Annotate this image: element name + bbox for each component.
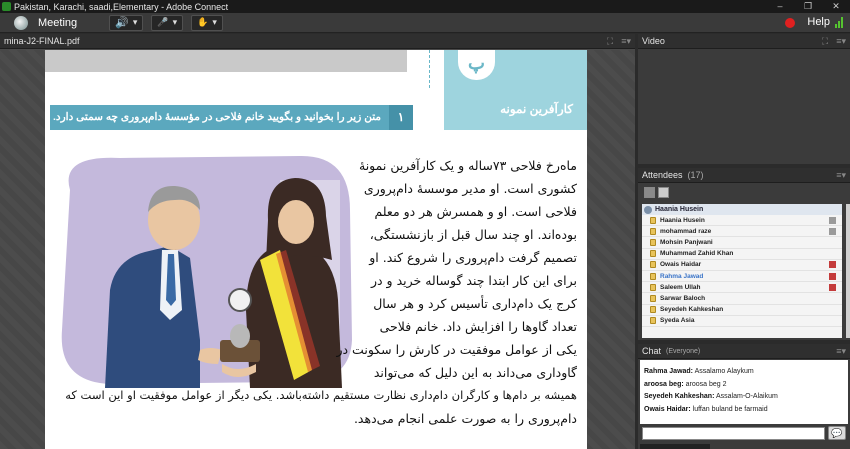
raised-hand-icon xyxy=(829,284,836,291)
attendee-name: Haania Husein xyxy=(660,216,705,224)
chat-title: Chat xyxy=(642,346,662,356)
meeting-menu[interactable]: Meeting xyxy=(38,16,78,29)
exercise-banner xyxy=(50,105,413,130)
body-text-line-1: ماه‌رخ فلاحی ۷۳ساله و یک کارآفرین نمونهٔ xyxy=(359,158,577,173)
participant-icon xyxy=(650,228,656,235)
pod-options-icon[interactable]: ≡▾ xyxy=(836,345,846,356)
speaker-icon: 🔊 xyxy=(115,17,129,29)
chat-messages xyxy=(640,360,848,424)
chat-sender: Rahma Jawad: xyxy=(644,368,694,375)
video-pod xyxy=(638,34,850,164)
presenter-lock-icon xyxy=(829,217,836,224)
close-button[interactable]: ✕ xyxy=(832,1,840,11)
attendee-scrollbar[interactable] xyxy=(846,204,850,338)
exercise-number: ۱ xyxy=(389,105,413,130)
list-item[interactable] xyxy=(642,226,842,237)
document-filename: mina-J2-FINAL.pdf xyxy=(4,36,80,46)
chat-text: aroosa beg 2 xyxy=(685,380,727,388)
send-message-button[interactable] xyxy=(828,426,846,440)
list-item[interactable] xyxy=(642,215,842,226)
pod-options-icon[interactable]: ≡▾ xyxy=(836,35,846,46)
body-text-line-10: گاوداری می‌داند به این دلیل که می‌تواند xyxy=(373,365,577,380)
microphone-button[interactable] xyxy=(151,15,183,31)
participant-icon xyxy=(650,273,656,280)
page-header-strip xyxy=(45,50,407,72)
restore-button[interactable]: ❐ xyxy=(803,1,813,11)
raise-hand-caret-icon[interactable]: ▾ xyxy=(212,17,217,27)
chat-sender: Owais Haidar: xyxy=(644,405,691,413)
status-view-icon[interactable] xyxy=(658,187,669,198)
lesson-badge-icon: پ xyxy=(458,50,495,80)
body-text-line-11: همیشه بر دام‌ها و کارگران دام‌داری نظارت مستقیم داشته‌باشد. یکی دیگر از عوامل موفقیت او این است که xyxy=(65,388,577,402)
pod-options-icon[interactable]: ≡▾ xyxy=(836,169,846,180)
attendee-name: Saleem Ullah xyxy=(660,283,701,291)
participant-icon xyxy=(650,284,656,291)
minimize-button[interactable]: – xyxy=(777,1,783,11)
participant-icon xyxy=(650,261,656,268)
window-title: Pakistan, Karachi, saadi,Elementary - Adobe Connect xyxy=(14,1,229,12)
body-text-line-8: تعداد گاوها را افزایش داد. خانم فلاحی xyxy=(379,319,577,334)
share-pod-header xyxy=(0,34,635,49)
list-item[interactable] xyxy=(642,260,842,271)
connection-signal-icon xyxy=(835,17,845,28)
chat-message xyxy=(644,379,844,392)
video-pod-title: Video xyxy=(642,36,665,46)
attendee-count: (17) xyxy=(687,170,704,180)
body-text-line-3: فلاحی است. او و همسرش هر دو معلم xyxy=(374,204,577,219)
host-name: Haania Husein xyxy=(655,206,704,213)
attendee-name: mohammad raze xyxy=(660,227,712,235)
pod-options-icon[interactable]: ≡▾ xyxy=(621,35,631,46)
participant-icon xyxy=(650,306,656,313)
speaker-caret-icon[interactable]: ▾ xyxy=(132,17,138,27)
body-text-line-7: کرج یک دام‌داری تأسیس کرد و هر سال xyxy=(373,296,577,311)
speech-bubble-icon: 💬 xyxy=(831,428,843,438)
attendee-name: Syeda Asia xyxy=(660,317,695,325)
document-page xyxy=(45,50,587,449)
chat-message xyxy=(644,366,844,379)
attendee-name: Mohsin Panjwani xyxy=(660,238,713,246)
menu-bar xyxy=(0,13,850,33)
body-text-line-12: دام‌پروری را به صورت علمی انجام می‌دهد. xyxy=(353,411,577,426)
attendee-name: Seyedeh Kahkeshan xyxy=(660,306,724,314)
list-item[interactable] xyxy=(642,316,842,327)
chat-scope: (Everyone) xyxy=(666,347,701,355)
body-text-line-4: بوده‌اند. او چند سال قبل از بازنشستگی، xyxy=(369,227,577,242)
participant-icon xyxy=(650,295,656,302)
body-text-line-5: تصمیم گرفت دام‌پروری را شروع کند. او xyxy=(369,250,577,265)
chat-text: Assalamo Alaykum xyxy=(694,368,754,375)
participant-icon xyxy=(650,317,656,324)
chat-text: luffan buland be farmaid xyxy=(692,405,768,413)
participant-icon xyxy=(650,217,656,224)
raised-hand-icon xyxy=(829,273,836,280)
microphone-icon: 🎤 xyxy=(157,17,169,27)
attendees-pod-header xyxy=(638,168,850,183)
raise-hand-button[interactable] xyxy=(191,15,223,31)
dashed-divider xyxy=(429,50,430,88)
attendee-list[interactable] xyxy=(642,204,842,338)
attendee-name: Rahma Jawad xyxy=(660,272,704,280)
chat-message xyxy=(644,391,844,404)
illustration-award-handshake xyxy=(50,150,355,388)
exercise-prompt: متن زیر را بخوانید و بگویید خانم فلاحی در مؤسسهٔ دام‌پروری چه سمتی دارد. xyxy=(53,111,381,123)
host-icon xyxy=(644,206,652,214)
raised-hand-icon xyxy=(829,261,836,268)
attendees-title: Attendees xyxy=(642,170,683,180)
body-text-line-2: کشوری است. او مدیر موسسهٔ دام‌پروری xyxy=(363,181,577,196)
body-text-line-6: برای این کار ابتدا چند گوساله خرید و در xyxy=(370,273,577,288)
participant-icon xyxy=(650,239,656,246)
attendees-pod xyxy=(638,168,850,340)
list-item[interactable] xyxy=(642,293,842,304)
speaker-button[interactable] xyxy=(109,15,143,31)
connect-logo-icon xyxy=(14,16,28,30)
list-item[interactable] xyxy=(642,271,842,282)
presenter-lock-icon xyxy=(829,228,836,235)
document-viewer[interactable] xyxy=(0,50,635,449)
recording-indicator-icon xyxy=(785,18,795,28)
list-item[interactable] xyxy=(642,237,842,248)
chat-message xyxy=(644,404,844,417)
chat-sender: aroosa beg: xyxy=(644,380,684,388)
attendee-name: Muhammad Zahid Khan xyxy=(660,250,734,258)
microphone-caret-icon[interactable]: ▾ xyxy=(172,17,178,27)
participant-icon xyxy=(650,250,656,257)
title-bar xyxy=(0,0,850,13)
section-tab xyxy=(444,50,587,130)
chat-bottom-bar xyxy=(640,444,710,449)
list-item[interactable] xyxy=(642,282,842,293)
chat-text: Assalam-O-Alaikum xyxy=(715,393,778,400)
chat-sender: Seyedeh Kahkeshan: xyxy=(644,393,715,400)
fullscreen-icon[interactable]: ⛶ xyxy=(606,35,614,46)
share-pod xyxy=(0,34,635,449)
chat-input[interactable] xyxy=(642,427,825,440)
adobe-connect-icon xyxy=(2,2,11,11)
attendee-view-toolbar xyxy=(638,183,850,201)
video-pod-header xyxy=(638,34,850,49)
list-view-icon[interactable] xyxy=(644,187,655,198)
attendee-name: Owais Haidar xyxy=(660,261,702,269)
attendee-name: Sarwar Baloch xyxy=(660,294,706,302)
chat-pod xyxy=(638,344,850,449)
help-menu[interactable]: Help xyxy=(807,16,830,28)
host-row[interactable] xyxy=(642,204,842,215)
list-item[interactable] xyxy=(642,249,842,260)
section-tab-title: کارآفرین نمونه xyxy=(500,102,573,116)
body-text-line-9: یکی از عوامل موفقیت در کارش را سکونت در xyxy=(336,342,577,357)
list-item[interactable] xyxy=(642,305,842,316)
raise-hand-icon: ✋ xyxy=(197,17,209,27)
chat-pod-header xyxy=(638,344,850,359)
fullscreen-icon[interactable]: ⛶ xyxy=(821,35,829,46)
